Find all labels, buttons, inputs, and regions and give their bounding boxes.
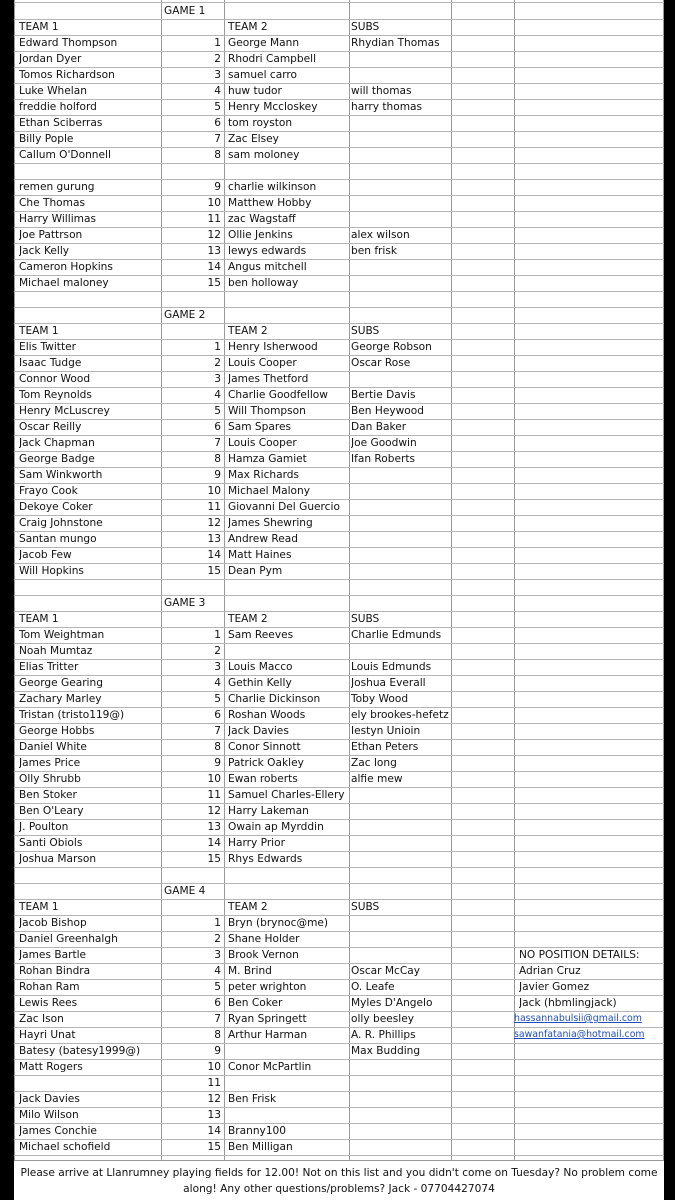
team1-player: freddie holford: [19, 101, 97, 113]
team2-player: James Shewring: [228, 517, 313, 529]
grid-row-line: [14, 595, 664, 596]
team2-player: Angus mitchell: [228, 261, 307, 273]
spreadsheet: [14, 0, 664, 1200]
position-number: 1: [214, 37, 221, 49]
team1-player: Rohan Bindra: [19, 965, 91, 977]
team2-player: Zac Elsey: [228, 133, 279, 145]
position-number: 8: [214, 1029, 221, 1041]
team2-player: charlie wilkinson: [228, 181, 317, 193]
team2-player: Bryn (brynoc@me): [228, 917, 329, 929]
sub-player: Louis Edmunds: [351, 661, 432, 673]
team1-player: Joe Pattrson: [19, 229, 83, 241]
sub-player: ely brookes-hefetz: [351, 709, 449, 721]
team1-header: TEAM 1: [19, 21, 59, 33]
team2-player: Will Thompson: [228, 405, 306, 417]
position-number: 4: [214, 965, 221, 977]
position-number: 12: [207, 1093, 221, 1105]
team1-player: Elias Tritter: [19, 661, 79, 673]
position-number: 5: [214, 101, 221, 113]
grid-row-line: [14, 163, 664, 164]
team1-player: Luke Whelan: [19, 85, 87, 97]
sub-player: Rhydian Thomas: [351, 37, 440, 49]
team2-player: Louis Cooper: [228, 437, 297, 449]
grid-row-line: [14, 2, 664, 3]
team1-player: Jack Chapman: [19, 437, 95, 449]
team2-player: Max Richards: [228, 469, 300, 481]
position-number: 15: [207, 1141, 221, 1153]
email-link[interactable]: sawanfatania@hotmail.com: [514, 1029, 645, 1040]
footer-note: Please arrive at Llanrumney playing fields for 12.00! Not on this list and you didn't come on Tuesday? No problem come along! Any other questions/problems? Jack - 07704427074: [14, 1160, 664, 1200]
no-position-entry: Jack (hbmlingjack): [519, 997, 617, 1009]
team1-player: Tristan (tristo119@): [19, 709, 125, 721]
team2-player: zac Wagstaff: [228, 213, 296, 225]
team1-player: Rohan Ram: [19, 981, 80, 993]
grid-row-line: [14, 1155, 664, 1156]
sub-player: Ben Heywood: [351, 405, 424, 417]
position-number: 7: [214, 725, 221, 737]
team1-player: Matt Rogers: [19, 1061, 83, 1073]
email-link[interactable]: hassannabulsii@gmail.com: [514, 1013, 642, 1024]
position-number: 2: [214, 933, 221, 945]
grid-row-line: [14, 1075, 664, 1076]
position-number: 5: [214, 405, 221, 417]
team1-player: Batesy (batesy1999@): [19, 1045, 141, 1057]
sub-player: A. R. Phillips: [351, 1029, 416, 1041]
team2-player: Giovanni Del Guercio: [228, 501, 340, 513]
position-number: 8: [214, 741, 221, 753]
position-number: 10: [207, 773, 221, 785]
team2-header: TEAM 2: [228, 901, 268, 913]
sub-player: will thomas: [351, 85, 412, 97]
team2-player: Sam Reeves: [228, 629, 294, 641]
position-number: 10: [207, 197, 221, 209]
position-number: 2: [214, 53, 221, 65]
team1-player: Jordan Dyer: [19, 53, 82, 65]
team1-player: Jack Davies: [19, 1093, 80, 1105]
team2-player: Ollie Jenkins: [228, 229, 293, 241]
position-number: 12: [207, 805, 221, 817]
position-number: 3: [214, 373, 221, 385]
position-number: 6: [214, 997, 221, 1009]
position-number: 1: [214, 917, 221, 929]
team2-header: TEAM 2: [228, 325, 268, 337]
position-number: 6: [214, 117, 221, 129]
team2-player: James Thetford: [228, 373, 309, 385]
team1-player: remen gurung: [19, 181, 95, 193]
game-title: GAME 4: [164, 885, 206, 897]
position-number: 4: [214, 85, 221, 97]
team2-player: Ryan Springett: [228, 1013, 307, 1025]
team1-player: Ben Stoker: [19, 789, 77, 801]
position-number: 6: [214, 421, 221, 433]
position-number: 7: [214, 437, 221, 449]
team2-player: Charlie Dickinson: [228, 693, 321, 705]
position-number: 15: [207, 853, 221, 865]
position-number: 1: [214, 629, 221, 641]
team1-player: Ethan Sciberras: [19, 117, 103, 129]
position-number: 2: [214, 357, 221, 369]
team2-player: Rhys Edwards: [228, 853, 303, 865]
position-number: 11: [207, 501, 221, 513]
position-number: 1: [214, 341, 221, 353]
team1-player: Isaac Tudge: [19, 357, 82, 369]
team2-player: Branny100: [228, 1125, 287, 1137]
team1-header: TEAM 1: [19, 325, 59, 337]
sub-player: olly beesley: [351, 1013, 415, 1025]
team1-header: TEAM 1: [19, 901, 59, 913]
position-number: 5: [214, 693, 221, 705]
team2-player: Andrew Read: [228, 533, 298, 545]
team1-player: Ben O'Leary: [19, 805, 84, 817]
sub-player: harry thomas: [351, 101, 423, 113]
team1-player: Connor Wood: [19, 373, 91, 385]
position-number: 8: [214, 453, 221, 465]
sub-player: Ifan Roberts: [351, 453, 416, 465]
position-number: 4: [214, 389, 221, 401]
team1-player: Elis Twitter: [19, 341, 76, 353]
sub-player: Iestyn Unioin: [351, 725, 421, 737]
team2-player: Roshan Woods: [228, 709, 306, 721]
position-number: 9: [214, 469, 221, 481]
team1-player: Olly Shrubb: [19, 773, 81, 785]
grid-row-line: [14, 883, 664, 884]
team1-player: James Conchie: [19, 1125, 97, 1137]
team1-header: TEAM 1: [19, 613, 59, 625]
grid-column-line: [224, 0, 225, 1160]
team2-player: Gethin Kelly: [228, 677, 292, 689]
subs-header: SUBS: [351, 613, 380, 625]
position-number: 14: [207, 261, 221, 273]
team2-player: Shane Holder: [228, 933, 300, 945]
team2-player: Louis Cooper: [228, 357, 297, 369]
sub-player: Joshua Everall: [351, 677, 426, 689]
sub-player: George Robson: [351, 341, 432, 353]
team1-player: Santi Obiols: [19, 837, 83, 849]
team2-player: Rhodri Campbell: [228, 53, 317, 65]
team1-player: Lewis Rees: [19, 997, 78, 1009]
team2-player: Harry Prior: [228, 837, 285, 849]
team2-player: Ben Milligan: [228, 1141, 293, 1153]
no-position-entry: Javier Gomez: [519, 981, 590, 993]
team2-player: Conor Sinnott: [228, 741, 301, 753]
position-number: 15: [207, 277, 221, 289]
sub-player: Joe Goodwin: [351, 437, 417, 449]
sub-player: Zac long: [351, 757, 397, 769]
grid-column-line: [14, 0, 15, 1160]
sub-player: alex wilson: [351, 229, 410, 241]
team2-player: Dean Pym: [228, 565, 283, 577]
team2-player: huw tudor: [228, 85, 282, 97]
team1-player: Zachary Marley: [19, 693, 102, 705]
team1-player: Daniel White: [19, 741, 87, 753]
team2-player: M. Brind: [228, 965, 272, 977]
position-number: 15: [207, 565, 221, 577]
team2-player: ben holloway: [228, 277, 299, 289]
sub-player: Bertie Davis: [351, 389, 416, 401]
position-number: 5: [214, 981, 221, 993]
team2-player: Brook Vernon: [228, 949, 299, 961]
subs-header: SUBS: [351, 21, 380, 33]
position-number: 7: [214, 133, 221, 145]
position-number: 14: [207, 837, 221, 849]
team2-header: TEAM 2: [228, 613, 268, 625]
sub-player: ben frisk: [351, 245, 398, 257]
team2-player: lewys edwards: [228, 245, 307, 257]
position-number: 2: [214, 645, 221, 657]
team2-player: Owain ap Myrddin: [228, 821, 324, 833]
team2-player: Matt Haines: [228, 549, 292, 561]
grid-column-line: [514, 0, 515, 1160]
team2-player: peter wrighton: [228, 981, 307, 993]
team1-player: Noah Mumtaz: [19, 645, 93, 657]
sub-player: Max Budding: [351, 1045, 421, 1057]
team1-player: Harry Willimas: [19, 213, 96, 225]
team2-player: Hamza Gamiet: [228, 453, 307, 465]
team1-player: Che Thomas: [19, 197, 85, 209]
team2-player: Matthew Hobby: [228, 197, 312, 209]
sub-player: O. Leafe: [351, 981, 395, 993]
team2-player: Michael Malony: [228, 485, 310, 497]
team1-player: Craig Johnstone: [19, 517, 103, 529]
team1-player: George Hobbs: [19, 725, 95, 737]
team2-player: Henry Isherwood: [228, 341, 318, 353]
team1-player: Cameron Hopkins: [19, 261, 113, 273]
team1-player: Callum O'Donnell: [19, 149, 111, 161]
sub-player: Charlie Edmunds: [351, 629, 442, 641]
team2-player: Samuel Charles-Ellery: [228, 789, 345, 801]
team1-player: Tom Weightman: [19, 629, 105, 641]
team2-player: samuel carro: [228, 69, 297, 81]
no-position-entry: NO POSITION DETAILS:: [519, 949, 640, 961]
grid-row-line: [14, 867, 664, 868]
team2-player: Henry Mccloskey: [228, 101, 318, 113]
team1-player: Frayo Cook: [19, 485, 78, 497]
position-number: 11: [207, 789, 221, 801]
position-number: 11: [207, 1077, 221, 1089]
team1-player: James Bartle: [19, 949, 87, 961]
position-number: 12: [207, 229, 221, 241]
team2-player: Harry Lakeman: [228, 805, 309, 817]
team1-player: Oscar Reilly: [19, 421, 82, 433]
team1-player: Jacob Few: [19, 549, 72, 561]
position-number: 3: [214, 661, 221, 673]
team1-player: Michael maloney: [19, 277, 109, 289]
team1-player: Jacob Bishop: [19, 917, 87, 929]
team1-player: Michael schofield: [19, 1141, 111, 1153]
spreadsheet-grid: [14, 0, 664, 1160]
team1-player: Joshua Marson: [19, 853, 97, 865]
sub-player: alfie mew: [351, 773, 403, 785]
position-number: 13: [207, 1109, 221, 1121]
position-number: 10: [207, 1061, 221, 1073]
team2-player: Conor McPartlin: [228, 1061, 312, 1073]
team1-player: Tomos Richardson: [19, 69, 115, 81]
team2-player: Ewan roberts: [228, 773, 298, 785]
team1-player: Henry McLuscrey: [19, 405, 110, 417]
position-number: 13: [207, 533, 221, 545]
team1-player: James Price: [19, 757, 81, 769]
team1-player: Tom Reynolds: [19, 389, 92, 401]
team2-player: sam moloney: [228, 149, 300, 161]
sub-player: Oscar Rose: [351, 357, 411, 369]
position-number: 3: [214, 949, 221, 961]
position-number: 13: [207, 245, 221, 257]
team1-player: Milo Wilson: [19, 1109, 79, 1121]
grid-row-line: [14, 307, 664, 308]
team1-player: Billy Pople: [19, 133, 74, 145]
team2-player: Louis Macco: [228, 661, 293, 673]
team1-player: Edward Thompson: [19, 37, 118, 49]
team1-player: George Badge: [19, 453, 95, 465]
position-number: 8: [214, 149, 221, 161]
game-title: GAME 1: [164, 5, 206, 17]
no-position-entry: Adrian Cruz: [519, 965, 581, 977]
team2-player: Ben Frisk: [228, 1093, 277, 1105]
team2-player: Jack Davies: [228, 725, 289, 737]
team2-player: Patrick Oakley: [228, 757, 304, 769]
grid-row-line: [14, 291, 664, 292]
team2-player: tom royston: [228, 117, 293, 129]
position-number: 3: [214, 69, 221, 81]
position-number: 10: [207, 485, 221, 497]
sub-player: Toby Wood: [351, 693, 409, 705]
team1-player: Sam Winkworth: [19, 469, 103, 481]
sub-player: Ethan Peters: [351, 741, 419, 753]
position-number: 12: [207, 517, 221, 529]
sub-player: Myles D'Angelo: [351, 997, 433, 1009]
position-number: 9: [214, 181, 221, 193]
team1-player: Dekoye Coker: [19, 501, 93, 513]
team1-player: Hayri Unat: [19, 1029, 76, 1041]
position-number: 9: [214, 1045, 221, 1057]
sub-player: Dan Baker: [351, 421, 407, 433]
position-number: 7: [214, 1013, 221, 1025]
team1-player: Jack Kelly: [19, 245, 70, 257]
team2-player: Charlie Goodfellow: [228, 389, 328, 401]
grid-column-line: [451, 0, 452, 1160]
position-number: 14: [207, 549, 221, 561]
team2-header: TEAM 2: [228, 21, 268, 33]
team1-player: Will Hopkins: [19, 565, 84, 577]
game-title: GAME 3: [164, 597, 206, 609]
position-number: 13: [207, 821, 221, 833]
team1-player: Santan mungo: [19, 533, 97, 545]
team2-player: Ben Coker: [228, 997, 283, 1009]
position-number: 6: [214, 709, 221, 721]
team1-player: J. Poulton: [19, 821, 69, 833]
position-number: 11: [207, 213, 221, 225]
grid-row-line: [14, 579, 664, 580]
position-number: 14: [207, 1125, 221, 1137]
team2-player: George Mann: [228, 37, 300, 49]
team1-player: Daniel Greenhalgh: [19, 933, 118, 945]
game-title: GAME 2: [164, 309, 206, 321]
subs-header: SUBS: [351, 325, 380, 337]
position-number: 9: [214, 757, 221, 769]
sub-player: Oscar McCay: [351, 965, 421, 977]
team1-player: George Gearing: [19, 677, 103, 689]
team2-player: Sam Spares: [228, 421, 292, 433]
team2-player: Arthur Harman: [228, 1029, 308, 1041]
team1-player: Zac Ison: [19, 1013, 64, 1025]
position-number: 4: [214, 677, 221, 689]
subs-header: SUBS: [351, 901, 380, 913]
